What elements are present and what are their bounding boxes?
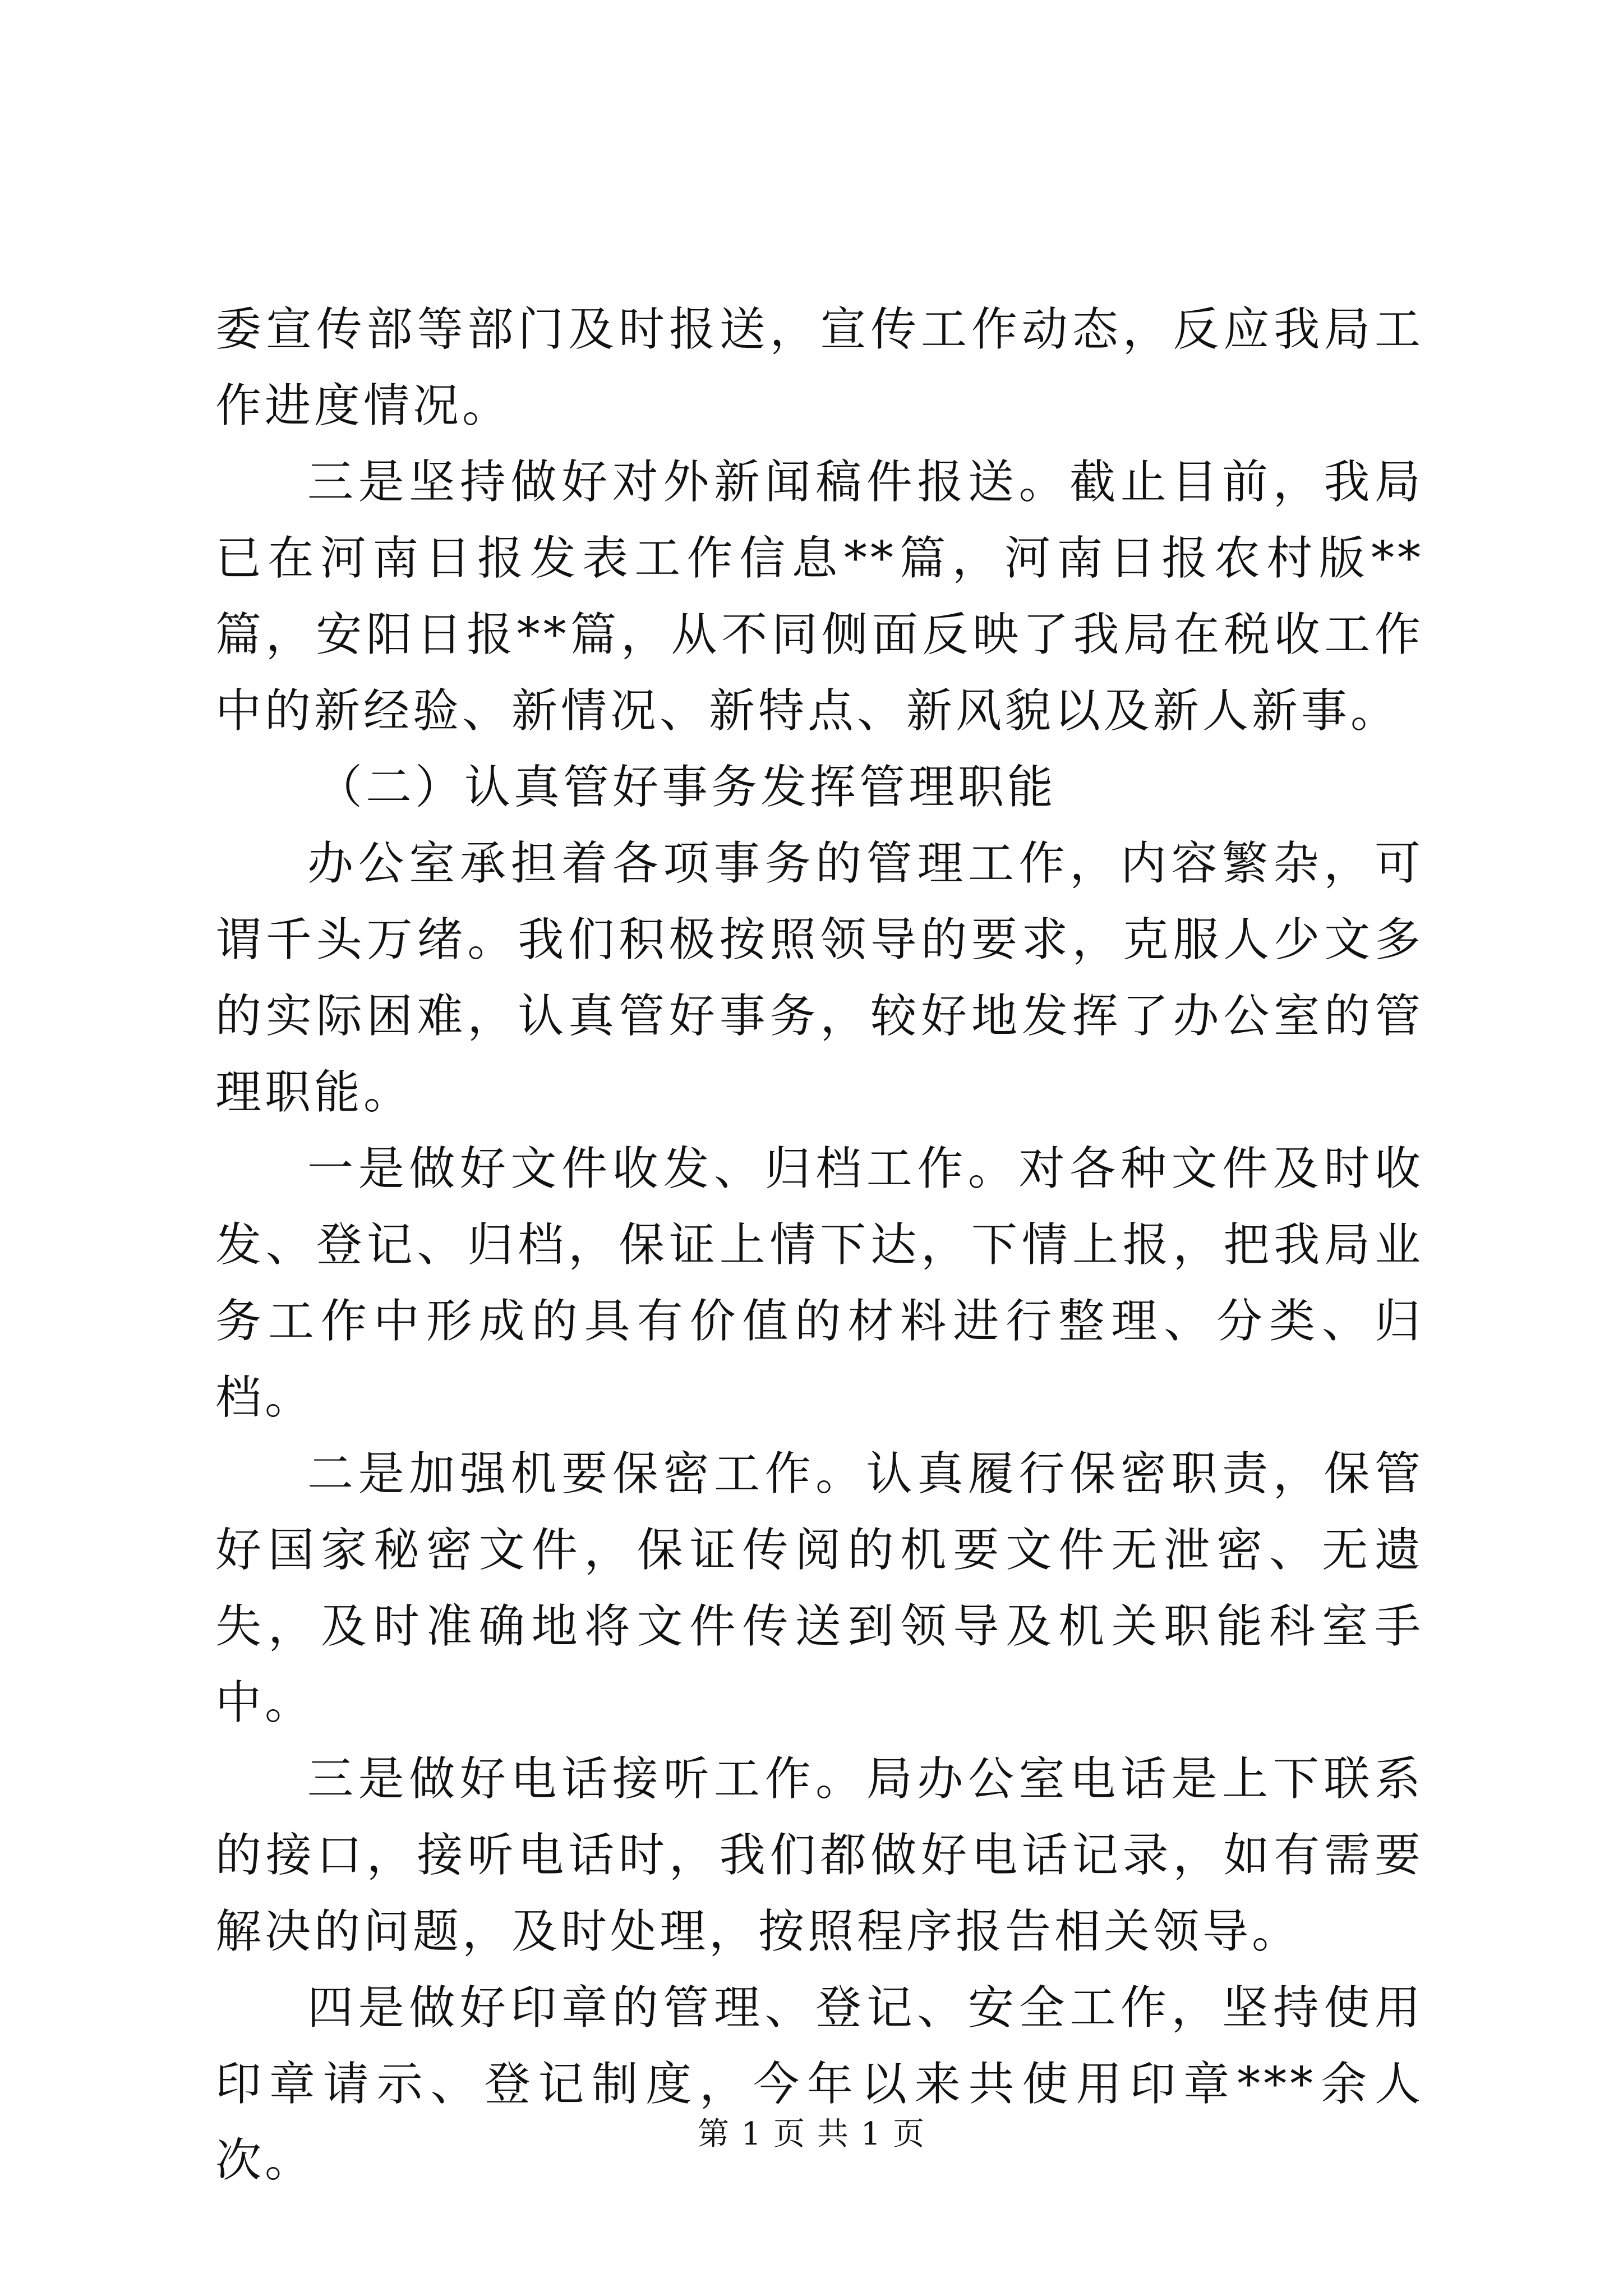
paragraph-seal-management: 四是做好印章的管理、登记、安全工作，坚持使用印章请示、登记制度，今年以来共使用印章***余人次。: [215, 1981, 1424, 2187]
paragraph-document-filing: 一是做好文件收发、归档工作。对各种文件及时收发、登记、归档，保证上情下达，下情上报，把我局业务工作中形成的具有价值的材料进行整理、分类、归档。: [215, 1142, 1424, 1424]
document-body: [215, 292, 1424, 2199]
paragraph-confidentiality: 二是加强机要保密工作。认真履行保密职责，保管好国家秘密文件，保证传阅的机要文件无泄密、无遗失，及时准确地将文件传送到领导及机关职能科室手中。: [215, 1447, 1424, 1729]
paragraph-continuation: 委宣传部等部门及时报送，宣传工作动态，反应我局工作进度情况。: [215, 303, 1424, 432]
section-heading: （二）认真管好事务发挥管理职能: [316, 761, 1057, 814]
page-footer: 第 1 页 共 1 页: [697, 2116, 926, 2152]
paragraph-news-submission: 三是坚持做好对外新闻稿件报送。截止目前，我局已在河南日报发表工作信息**篇，河南日报农村版**篇，安阳日报**篇，从不同侧面反映了我局在税收工作中的新经验、新情况、新特点、新风貌以及新人新事。: [215, 455, 1424, 738]
paragraph-phone-handling: 三是做好电话接听工作。局办公室电话是上下联系的接口，接听电话时，我们都做好电话记录，如有需要解决的问题，及时处理，按照程序报告相关领导。: [215, 1752, 1424, 1958]
paragraph-office-affairs: 办公室承担着各项事务的管理工作，内容繁杂，可谓千头万绪。我们积极按照领导的要求，克服人少文多的实际困难，认真管好事务，较好地发挥了办公室的管理职能。: [215, 837, 1424, 1119]
